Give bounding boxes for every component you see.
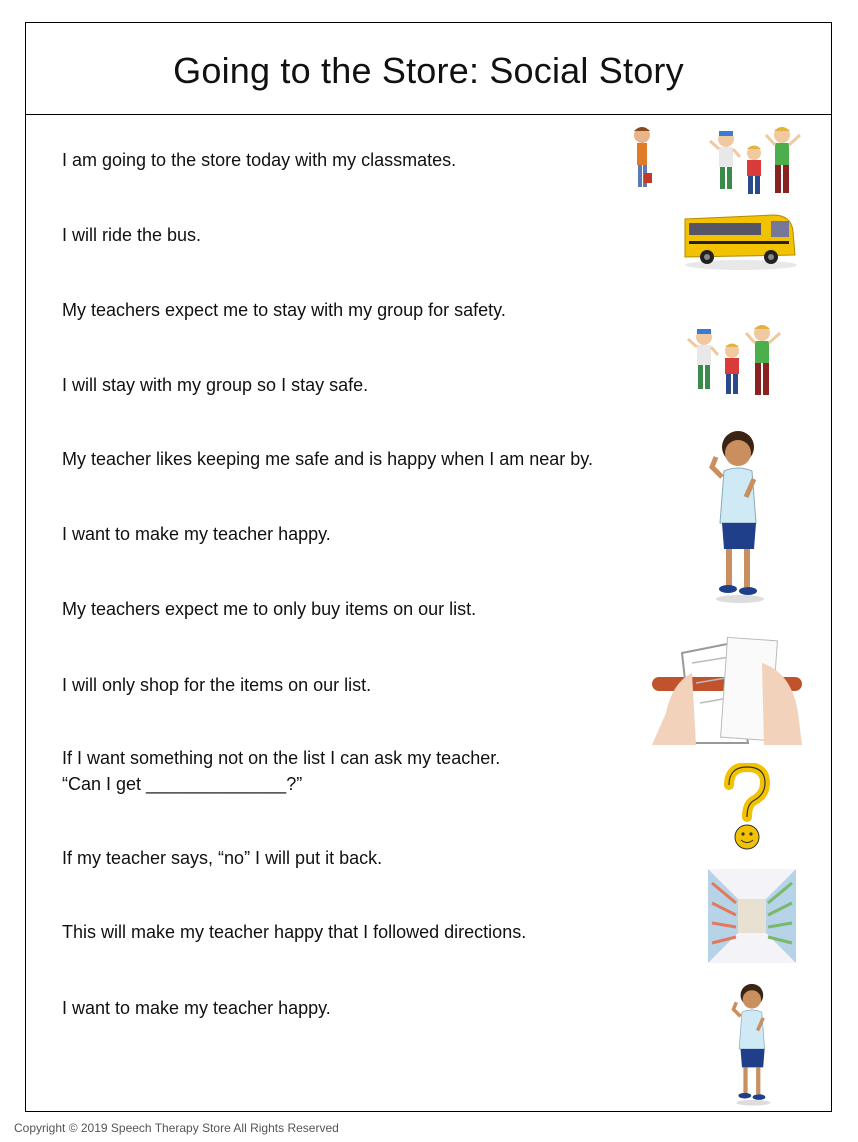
question-mark-illustration [721, 763, 771, 857]
page-title: Going to the Store: Social Story [173, 49, 684, 91]
small-teacher-illustration [729, 981, 779, 1107]
story-line-4: I will stay with my group so I stay safe. [62, 375, 369, 395]
classmates-illustration [686, 321, 786, 403]
story-line-3: My teachers expect me to stay with my group for safety. [62, 300, 506, 320]
story-line-11: If my teacher says, “no” I will put it back. [62, 848, 383, 868]
store-aisle-illustration [708, 869, 796, 963]
story-line-12: This will make my teacher happy that I followed directions. [62, 922, 527, 942]
story-line-7: My teachers expect me to only buy items on our list. [62, 599, 477, 619]
school-bus-illustration [681, 209, 799, 271]
story-line-6: I want to make my teacher happy. [62, 524, 331, 544]
story-line-13: I want to make my teacher happy. [62, 998, 331, 1018]
copyright-footer: Copyright © 2019 Speech Therapy Store All Rights Reserved [14, 1121, 339, 1135]
story-line-9: If I want something not on the list I can ask my teacher. [62, 748, 501, 768]
story-line-1: I am going to the store today with my classmates. [62, 150, 457, 170]
shopping-list-illustration [652, 633, 804, 745]
story-line-8: I will only shop for the items on our list. [62, 675, 372, 695]
story-line-2: I will ride the bus. [62, 225, 202, 245]
teacher-illustration [706, 427, 776, 605]
story-line-10: “Can I get ______________?” [62, 774, 303, 794]
boy-and-classmates-illustration [628, 123, 808, 201]
title-box [26, 23, 831, 115]
story-line-5: My teacher likes keeping me safe and is happy when I am near by. [62, 449, 593, 469]
worksheet-frame [25, 22, 832, 1112]
